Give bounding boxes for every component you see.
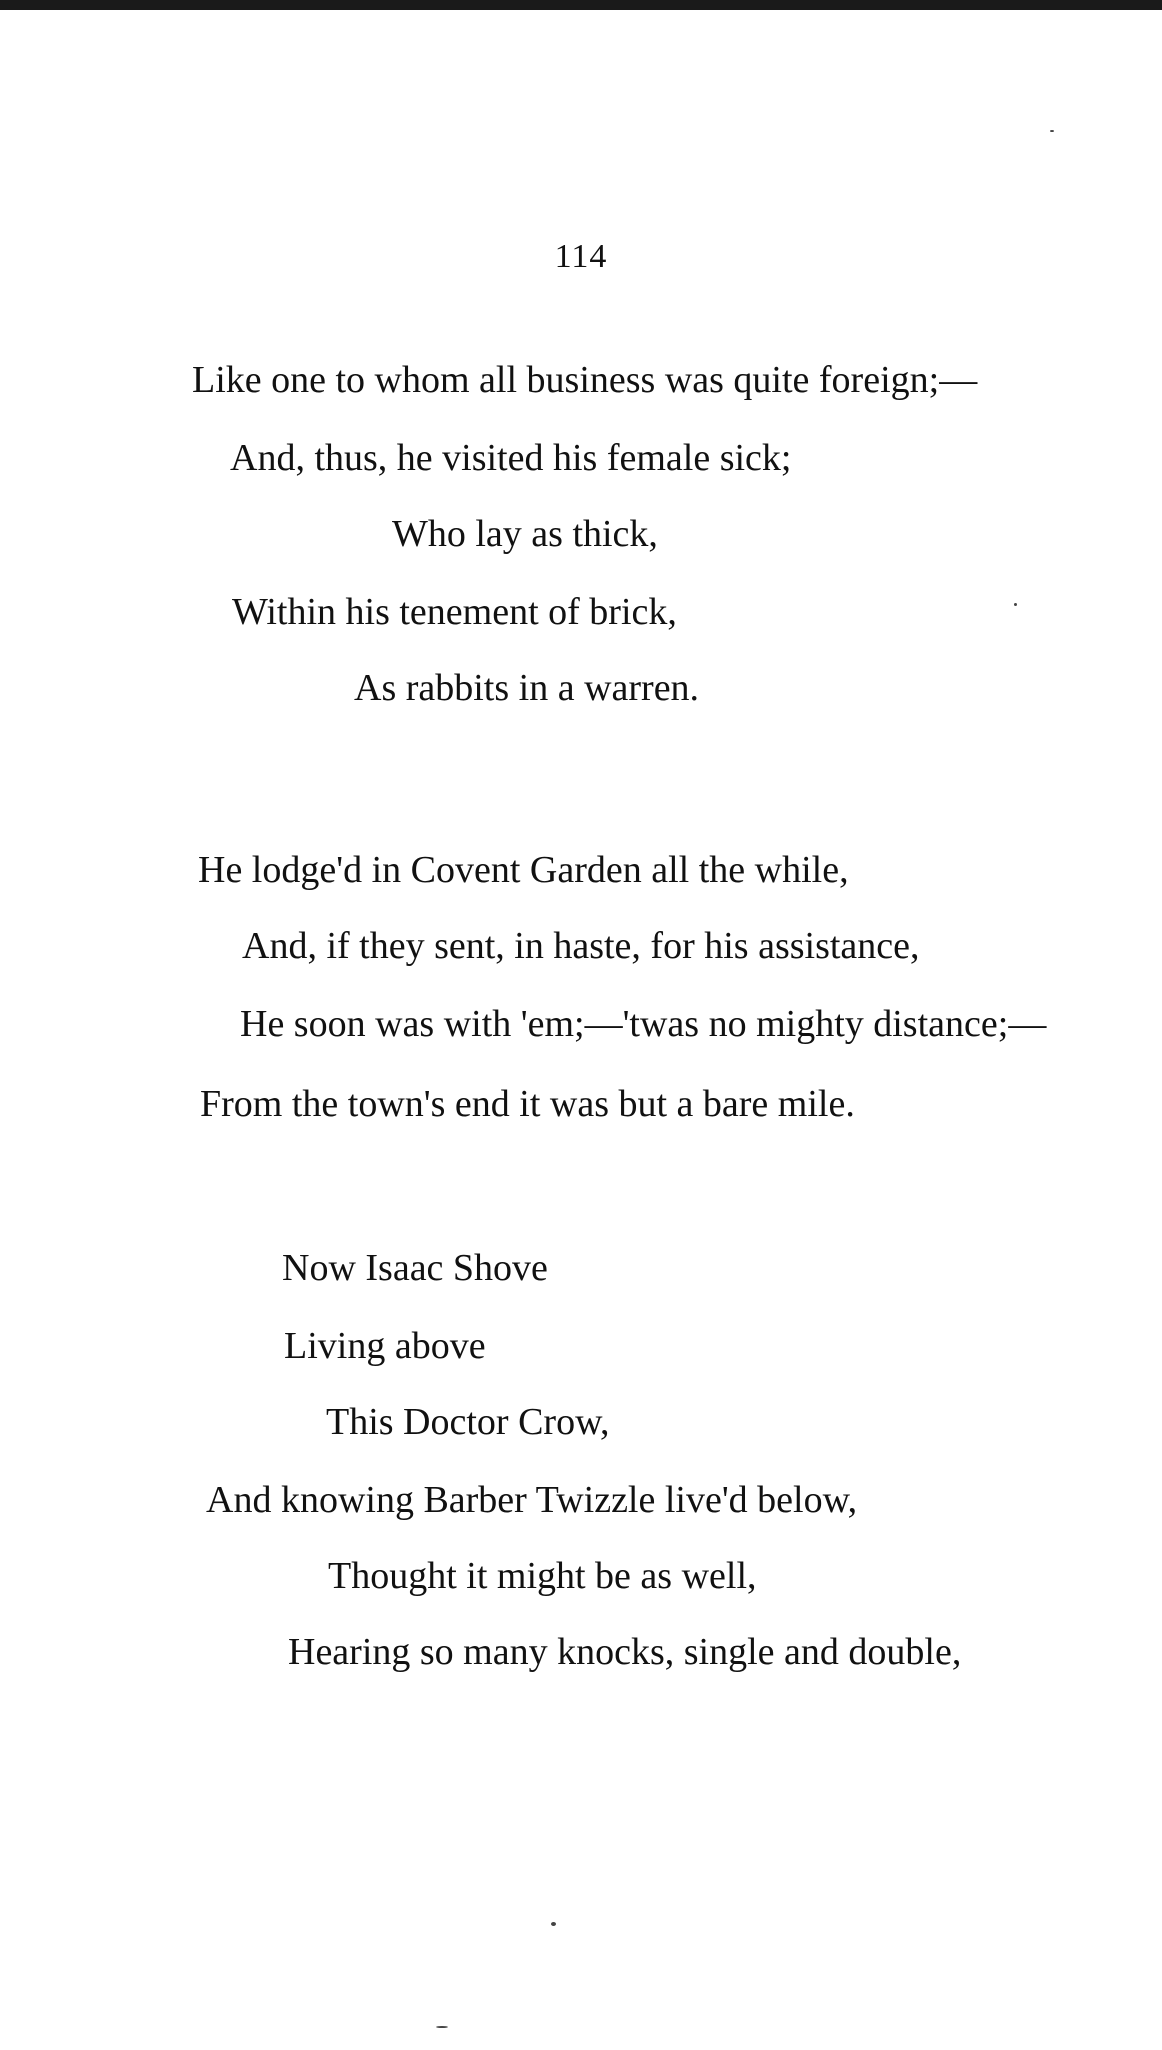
poem-line: Now Isaac Shove <box>282 1247 548 1289</box>
scan-speck <box>551 1922 556 1926</box>
poem-line: And knowing Barber Twizzle live'd below, <box>206 1479 858 1521</box>
scan-speck <box>436 2026 448 2028</box>
poem-line: And, thus, he visited his female sick; <box>230 437 792 479</box>
poem-line: Within his tenement of brick, <box>232 591 677 633</box>
poem-line: He lodge'd in Covent Garden all the while, <box>198 849 849 891</box>
poem-line: Hearing so many knocks, single and double, <box>288 1631 962 1673</box>
poem-line: This Doctor Crow, <box>326 1401 610 1443</box>
poem-line: He soon was with 'em;—'twas no mighty distance;— <box>240 1003 1047 1045</box>
page-number: 114 <box>554 238 608 275</box>
poem-line: Living above <box>284 1325 486 1367</box>
poem-line: Like one to whom all business was quite foreign;— <box>192 359 978 401</box>
scan-speck <box>1014 603 1017 606</box>
page-top-edge <box>0 0 1162 10</box>
poem-line: From the town's end it was but a bare mile. <box>200 1083 855 1125</box>
poem-line: Who lay as thick, <box>392 513 658 555</box>
poem-line: As rabbits in a warren. <box>354 667 700 709</box>
scan-speck <box>1050 130 1054 132</box>
poem-line: And, if they sent, in haste, for his assistance, <box>242 925 920 967</box>
poem-line: Thought it might be as well, <box>328 1555 757 1597</box>
